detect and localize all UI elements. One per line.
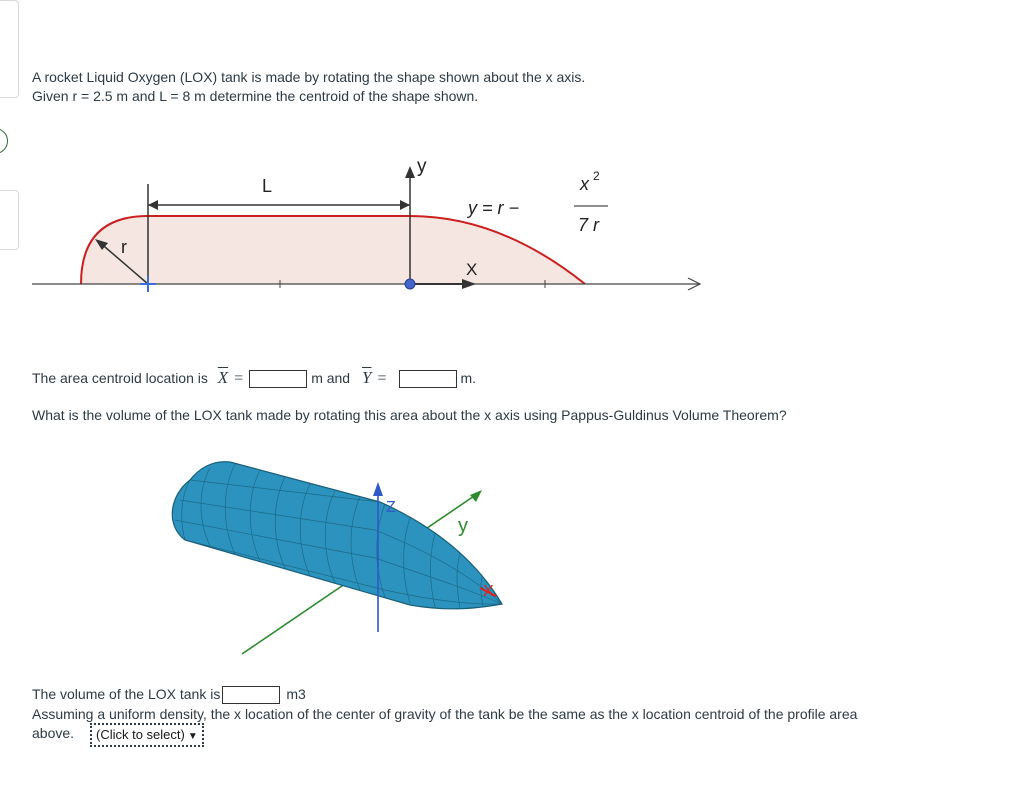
z-axis-3d-arrow — [373, 482, 383, 496]
L-arrow-left — [148, 200, 158, 210]
volume-answer-input[interactable] — [222, 686, 280, 704]
label-x-3d: X — [483, 583, 494, 600]
problem-line-1: A rocket Liquid Oxygen (LOX) tank is made by rotating the shape shown about the x axis. — [32, 69, 586, 85]
equation-numerator: x — [580, 174, 589, 194]
ybar-symbol: $\overline{Y}$ — [362, 368, 372, 387]
centroid-prefix: The area centroid location is — [32, 370, 208, 386]
centroid-mid: m and — [311, 370, 351, 386]
equals-sign: = — [377, 370, 387, 387]
y-axis-arrow — [405, 166, 415, 178]
centroid-suffix: m. — [460, 370, 477, 386]
label-r: r — [121, 237, 127, 257]
profile-diagram — [0, 140, 720, 310]
assumption-line-2: above. — [32, 725, 75, 741]
label-x: X — [466, 260, 478, 279]
label-z-3d: Z — [386, 499, 396, 516]
select-value: (Click to select) — [96, 727, 185, 742]
equation-lhs: y = r − — [468, 198, 520, 218]
equation-denominator: 7 r — [578, 215, 600, 235]
y-axis-3d-arrow — [470, 490, 482, 502]
label-y-3d: y — [458, 515, 468, 537]
chevron-down-icon: ▼ — [187, 731, 198, 742]
label-L: L — [262, 176, 273, 196]
L-arrow-right — [400, 200, 410, 210]
ybar-answer-input[interactable] — [399, 370, 457, 388]
volume-line — [32, 685, 306, 704]
profile-area-fill — [81, 216, 585, 284]
equals-sign: = — [234, 370, 244, 387]
origin-dot — [405, 279, 415, 289]
volume-question: What is the volume of the LOX tank made by rotating this area about the x axis using Pappus-Guldinus Volume Theorem? — [32, 407, 787, 423]
centroid-line — [32, 369, 476, 388]
assumption-line-1: Assuming a uniform density, the x location of the center of gravity of the tank be the same as the x location centroid of the profile area — [32, 706, 858, 722]
xbar-answer-input[interactable] — [249, 370, 307, 388]
equation-exponent: 2 — [593, 169, 600, 183]
volume-prefix: The volume of the LOX tank is — [32, 686, 221, 702]
xbar-symbol: $\overline{X}$ — [217, 368, 229, 387]
left-panel-edge — [0, 0, 19, 98]
tank-3d-figure — [150, 440, 530, 665]
cg-select-dropdown[interactable] — [90, 723, 204, 747]
problem-line-2: Given r = 2.5 m and L = 8 m determine the centroid of the shape shown. — [32, 88, 479, 104]
label-y: y — [417, 156, 427, 177]
volume-unit: m3 — [286, 686, 306, 702]
